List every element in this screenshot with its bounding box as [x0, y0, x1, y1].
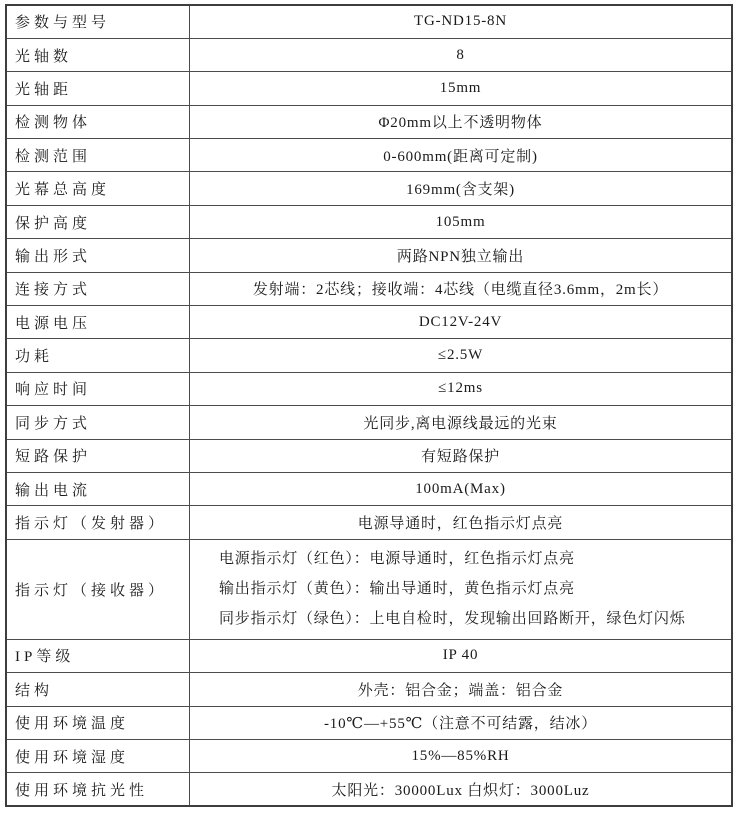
param-label: 电源电压: [6, 306, 190, 339]
table-row: [6, 539, 732, 639]
param-value: 太阳光：30000Lux 白炽灯：3000Luz: [190, 773, 733, 806]
table-row: [6, 205, 732, 238]
param-label: 输出形式: [6, 239, 190, 272]
param-label: 指示灯（接收器）: [6, 539, 190, 639]
table-row: [6, 673, 732, 706]
param-value: 169mm(含支架): [190, 172, 733, 205]
param-label: 检测物体: [6, 105, 190, 138]
param-label: 功耗: [6, 339, 190, 372]
param-value: IP 40: [190, 639, 733, 672]
param-label: 响应时间: [6, 372, 190, 405]
indicator-line: 同步指示灯（绿色）：上电自检时，发现输出回路断开，绿色灯闪烁: [219, 611, 686, 628]
table-row: [6, 272, 732, 305]
spec-table: [5, 4, 733, 807]
table-row: [6, 172, 732, 205]
table-row: [6, 439, 732, 472]
param-label: 使用环境抗光性: [6, 773, 190, 806]
table-row: [6, 706, 732, 739]
param-value: 发射端：2芯线；接收端：4芯线（电缆直径3.6mm，2m长）: [190, 272, 733, 305]
param-label: IP等级: [6, 639, 190, 672]
param-label: 保护高度: [6, 205, 190, 238]
table-row: [6, 472, 732, 505]
param-label: 使用环境温度: [6, 706, 190, 739]
param-label: 参数与型号: [6, 5, 190, 38]
param-value: 外壳：铝合金；端盖：铝合金: [190, 673, 733, 706]
table-row: [6, 339, 732, 372]
param-label: 使用环境湿度: [6, 739, 190, 772]
param-value: 电源导通时，红色指示灯点亮: [190, 506, 733, 539]
param-label: 输出电流: [6, 472, 190, 505]
table-row: [6, 38, 732, 71]
param-value: 100mA(Max): [190, 472, 733, 505]
table-row: [6, 139, 732, 172]
spec-table-body: [6, 5, 732, 806]
table-row: [6, 72, 732, 105]
param-label: 连接方式: [6, 272, 190, 305]
param-value: 105mm: [190, 205, 733, 238]
indicator-line: 输出指示灯（黄色）：输出导通时，黄色指示灯点亮: [219, 581, 575, 598]
param-label: 结构: [6, 673, 190, 706]
param-label: 光轴距: [6, 72, 190, 105]
param-value: 8: [190, 38, 733, 71]
param-value: Φ20mm以上不透明物体: [190, 105, 733, 138]
param-value: 光同步,离电源线最远的光束: [190, 406, 733, 439]
param-value: 15mm: [190, 72, 733, 105]
table-row: [6, 739, 732, 772]
param-label: 光幕总高度: [6, 172, 190, 205]
table-row: [6, 105, 732, 138]
table-row: [6, 239, 732, 272]
param-label: 检测范围: [6, 139, 190, 172]
table-row: [6, 639, 732, 672]
param-value: 15%—85%RH: [190, 739, 733, 772]
param-value: -10℃—+55℃（注意不可结露，结冰）: [190, 706, 733, 739]
param-value: TG-ND15-8N: [190, 5, 733, 38]
param-value: [190, 539, 733, 639]
param-value: ≤2.5W: [190, 339, 733, 372]
param-value: 0-600mm(距离可定制): [190, 139, 733, 172]
indicator-line: 电源指示灯（红色）：电源导通时，红色指示灯点亮: [219, 551, 575, 568]
param-value: DC12V-24V: [190, 306, 733, 339]
param-label: 短路保护: [6, 439, 190, 472]
param-label: 同步方式: [6, 406, 190, 439]
table-row: [6, 773, 732, 806]
param-value: 有短路保护: [190, 439, 733, 472]
table-row: [6, 5, 732, 38]
table-row: [6, 306, 732, 339]
table-row: [6, 406, 732, 439]
param-value: 两路NPN独立输出: [190, 239, 733, 272]
param-value: ≤12ms: [190, 372, 733, 405]
param-label: 指示灯（发射器）: [6, 506, 190, 539]
param-label: 光轴数: [6, 38, 190, 71]
table-row: [6, 372, 732, 405]
table-row: [6, 506, 732, 539]
